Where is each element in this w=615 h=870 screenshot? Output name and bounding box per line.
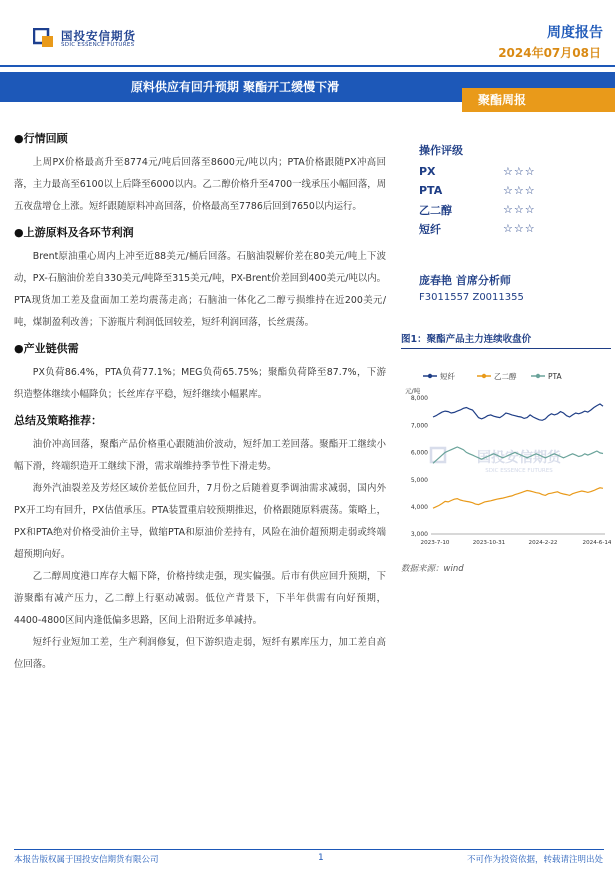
figure-divider <box>401 348 611 349</box>
rating-row <box>419 181 609 200</box>
y-tick-label: 7,000 <box>410 422 428 430</box>
rating-product: 短纤 <box>419 222 441 236</box>
legend-marker <box>536 374 540 378</box>
rating-stars: ☆☆☆ <box>503 184 536 197</box>
company-logo <box>33 26 153 52</box>
paragraph: 乙二醇周度港口库存大幅下降，价格持续走强，现实偏强。后市有供应回升预期，下游聚酯有减产压力，乙二醇上行驱动减弱。低位产背景下，下半年供需有向好预期，4400-4800区间内逢低偏多思路，区间上沿附近多单减持。 <box>14 571 386 626</box>
rating-row <box>419 219 609 238</box>
main-content <box>14 124 386 676</box>
rating-panel <box>419 142 609 238</box>
legend-label: 乙二醇 <box>494 372 517 381</box>
rating-product: PTA <box>419 184 443 197</box>
y-axis-label: 元/吨 <box>405 387 421 395</box>
y-tick-label: 6,000 <box>410 449 428 457</box>
legend-label: PTA <box>548 372 562 381</box>
rating-product: PX <box>419 165 436 178</box>
logo-text-en: SDIC ESSENCE FUTURES <box>61 42 135 48</box>
figure-title: 图1：聚酯产品主力连续收盘价 <box>401 334 532 345</box>
x-tick-label: 2023-10-31 <box>472 540 506 546</box>
y-tick-label: 8,000 <box>410 395 428 403</box>
report-type: 周度报告 <box>547 25 603 41</box>
section-heading: 总结及策略推荐： <box>14 414 102 427</box>
paragraph: 油价冲高回落，聚酯产品价格重心跟随油价波动，短纤加工差回落。聚酯开工继续小幅下滑，终端织造开工继续下滑，需求端维持季节性下滑走势。 <box>14 439 386 472</box>
y-tick-label: 4,000 <box>410 504 428 511</box>
page-number: 1 <box>318 853 324 863</box>
legend-marker <box>428 374 432 378</box>
legend-marker <box>482 374 486 378</box>
y-tick-label: 3,000 <box>410 531 428 539</box>
header-divider <box>0 65 615 67</box>
paragraph: 上周PX价格最高升至8774元/吨后回落至8600元/吨以内；PTA价格跟随PX冲高回落，主力最高至6100以上后降至6000以内。乙二醇价格升至4700一线承压小幅回落，周五夜盘增仓上涨。短纤跟随原料冲高回落，价格最高至7786后回到7650以内运行。 <box>14 157 386 212</box>
y-tick-label: 5,000 <box>410 476 428 484</box>
rating-product: 乙二醇 <box>419 203 452 217</box>
rating-row <box>419 200 609 219</box>
data-source: 数据来源：wind <box>401 564 464 574</box>
rating-stars: ☆☆☆ <box>503 222 536 235</box>
report-title: 原料供应有回升预期 聚酯开工缓慢下滑 <box>130 80 340 94</box>
logo-mark-icon <box>33 28 55 48</box>
footer-disclaimer: 不可作为投资依据，转载请注明出处 <box>466 855 603 865</box>
paragraph: Brent原油重心周内上冲至近88美元/桶后回落。石脑油裂解价差在80美元/吨上下波动，PX-石脑油价差自330美元/吨降至315美元/吨，PX-Brent价差回到400美元/吨以内。PTA现货加工差及盘面加工差均震荡走高；石脑油一体化乙二醇亏损维持在近200美元/吨，煤制盈利改善；下游瓶片利润低回较差，短纤利润回落，长丝震荡。 <box>14 251 386 328</box>
paragraph: 海外汽油裂差及芳烃区域价差低位回升，7月份之后随着夏季调油需求减弱，国内外PX开工均有回升，PX估值承压。PTA装置重启较预期推迟，价格跟随原料震荡。策略上，PX和PTA绝对价格受油价主导，做缩PTA和原油价差持有，风险在油价超预期走弱或终端超预期向好。 <box>14 483 386 560</box>
x-tick-label: 2024-2-22 <box>528 540 558 546</box>
section-heading: ●产业链供需 <box>14 342 79 355</box>
x-tick-label: 2023-7-10 <box>420 540 450 546</box>
paragraph: PX负荷86.4%，PTA负荷77.1%；MEG负荷65.75%；聚酯负荷降至87.7%，下游织造整体继续小幅降负；长丝库存平稳，短纤继续小幅累库。 <box>14 367 386 400</box>
sector-tab: 聚酯周报 <box>462 88 615 112</box>
x-tick-label: 2024-6-14 <box>582 540 611 546</box>
report-date: 2024年07月08日 <box>498 46 601 60</box>
rating-title: 操作评级 <box>419 144 463 157</box>
series-line-0 <box>433 404 603 420</box>
price-line-chart <box>401 364 611 554</box>
logo-text-cn: 国投安信期货 <box>61 29 136 43</box>
legend-label: 短纤 <box>440 372 455 381</box>
analyst-ids: F3011557 Z0011355 <box>419 292 524 303</box>
section-heading: ●上游原料及各环节利润 <box>14 226 134 239</box>
paragraph: 短纤行业短加工差，生产利润修复，但下游织造走弱，短纤有累库压力，加工差自高位回落。 <box>14 637 386 670</box>
analyst-name: 庞春艳 首席分析师 <box>419 274 511 287</box>
footer-divider <box>14 849 604 850</box>
rating-row <box>419 162 609 181</box>
section-heading: ●行情回顾 <box>14 132 68 145</box>
footer-copyright: 本报告版权属于国投安信期货有限公司 <box>14 855 159 865</box>
series-line-1 <box>433 488 603 508</box>
watermark-text: 国投安信期货 <box>477 450 561 466</box>
watermark-subtext: SDIC ESSENCE FUTURES <box>485 468 553 474</box>
rating-stars: ☆☆☆ <box>503 165 536 178</box>
rating-stars: ☆☆☆ <box>503 203 536 216</box>
